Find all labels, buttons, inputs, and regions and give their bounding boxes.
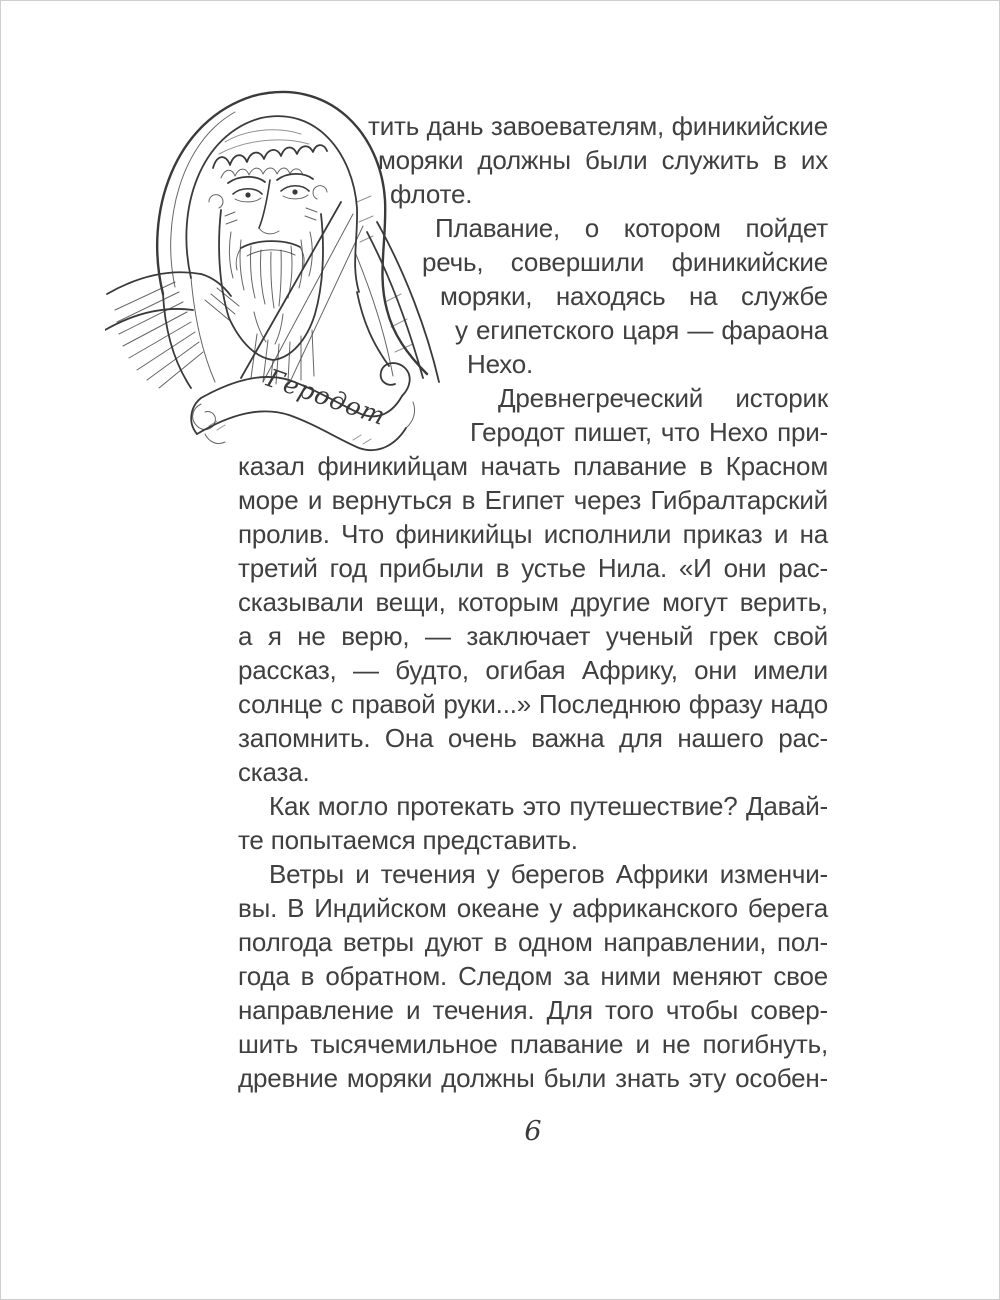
text-line: направление и течения. Для того чтобы совер- <box>238 995 828 1025</box>
text-line: Геродот пишет, что Нехо при- <box>470 417 828 447</box>
text-line: пролив. Что финикийцы исполнили приказ и на <box>238 519 828 549</box>
text-line: моряки, находясь на службе <box>440 281 828 311</box>
text-line: Плавание, о котором пойдет <box>435 213 828 243</box>
text-line: третий год прибыли в устье Нила. «И они рас- <box>238 553 828 583</box>
text-line: шить тысячемильное плавание и не погибнуть, <box>238 1029 828 1059</box>
text-line: древние моряки должны были знать эту особен- <box>238 1063 828 1093</box>
text-line: солнце с правой руки...» Последнюю фразу надо <box>238 689 828 719</box>
text-line: Древнегреческий историк <box>498 383 828 413</box>
text-line: у египетского царя — фараона <box>455 315 828 345</box>
text-line: сказывали вещи, которым другие могут верить, <box>238 587 828 617</box>
portrait-caption: Геродот <box>263 363 390 432</box>
text-line: сказа. <box>238 757 310 787</box>
text-line: Ветры и течения у берегов Африки изменчи- <box>269 859 828 889</box>
text-line: те попытаемся представить. <box>238 825 578 855</box>
text-line: года в обратном. Следом за ними меняют свое <box>238 961 828 991</box>
page-number: 6 <box>524 1116 542 1147</box>
page-text <box>238 109 828 1095</box>
text-line: речь, совершили финикийские <box>422 247 828 277</box>
text-line: Как могло протекать это путешествие? Давай- <box>269 791 828 821</box>
text-line: флоте. <box>390 179 473 209</box>
text-line: моряки должны были служить в их <box>378 145 828 175</box>
text-line: Нехо. <box>467 349 534 379</box>
text-line: а я не верю, — заключает ученый грек свой <box>238 621 828 651</box>
text-line: тить дань завоевателям, финикийские <box>368 111 828 141</box>
text-line: вы. В Индийском океане у африканского берега <box>238 893 828 923</box>
text-line: запомнить. Она очень важна для нашего рас- <box>238 723 828 753</box>
text-line: рассказ, — будто, огибая Африку, они имели <box>238 655 828 685</box>
text-line: казал финикийцам начать плавание в Красном <box>238 451 828 481</box>
text-line: море и вернуться в Египет через Гибралтарский <box>238 485 828 515</box>
text-line: полгода ветры дуют в одном направлении, пол- <box>238 927 828 957</box>
